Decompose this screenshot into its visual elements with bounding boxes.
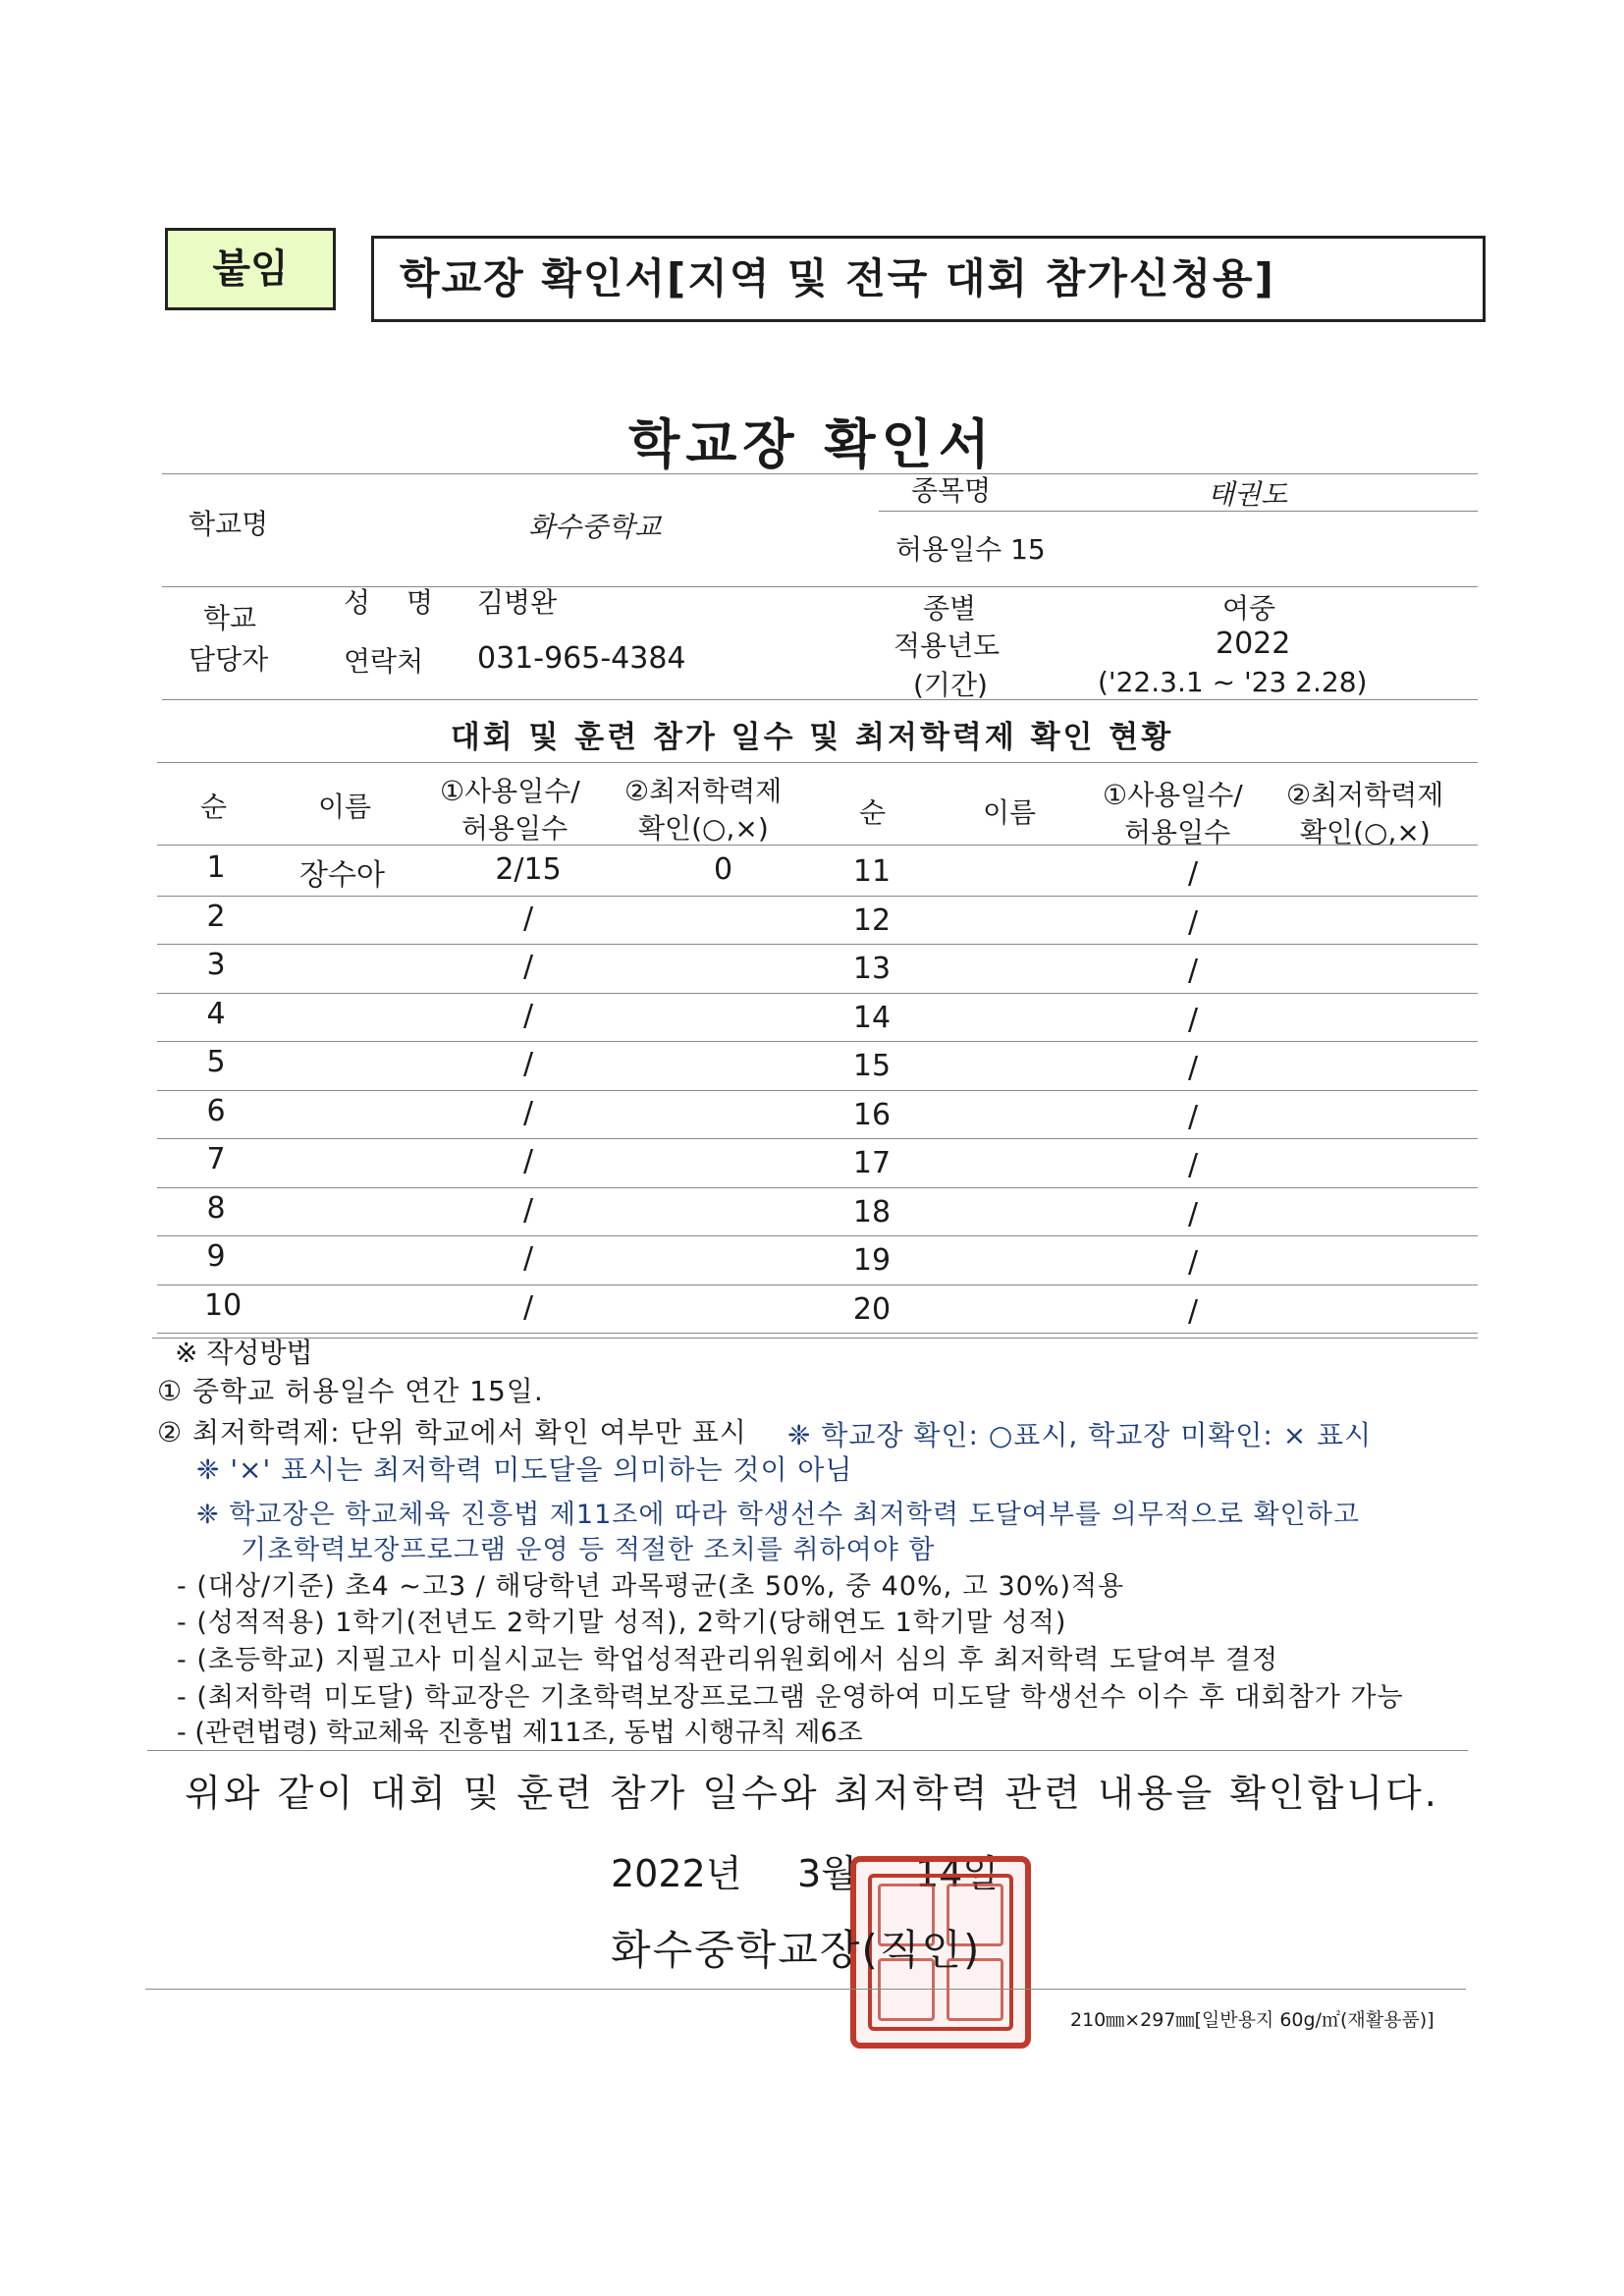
table-row-line bbox=[157, 1235, 1478, 1236]
row-number: 13 bbox=[852, 952, 892, 986]
detail-line: - (최저학력 미도달) 학교장은 기초학력보장프로그램 운영하여 미도달 학생선수 이수 후 대회참가 가능 bbox=[177, 1682, 1404, 1713]
attachment-tag: 붙임 bbox=[165, 228, 336, 310]
sport-value: 태권도 bbox=[1208, 478, 1288, 511]
row-number: 12 bbox=[852, 902, 892, 938]
row-days: / bbox=[522, 950, 534, 984]
row-number: 15 bbox=[852, 1049, 892, 1083]
col-header-used: ①사용일수/ bbox=[1103, 779, 1243, 811]
form-title: 학교장 확인서 bbox=[628, 413, 996, 475]
col-header-min: ②최저학력제 bbox=[624, 775, 783, 807]
row-days: / bbox=[1187, 1099, 1199, 1134]
period-value: ('22.3.1 ~ '23 2.28) bbox=[1098, 666, 1368, 698]
section-title: 대회 및 훈련 참가 일수 및 최저학력제 확인 현황 bbox=[450, 720, 1174, 755]
row-days: / bbox=[522, 901, 534, 936]
row-number: 17 bbox=[852, 1146, 892, 1180]
row-number: 9 bbox=[206, 1239, 226, 1274]
col-header-num: 순 bbox=[200, 791, 228, 823]
document-title-box: 학교장 확인서[지역 및 전국 대회 참가신청용] bbox=[371, 236, 1486, 322]
detail-line: - (관련법령) 학교체육 진흥법 제11조, 동법 시행규칙 제6조 bbox=[177, 1718, 863, 1748]
year-label: 적용년도 bbox=[893, 629, 1001, 662]
col-header-used: ①사용일수/ bbox=[440, 775, 580, 807]
row-name: 장수아 bbox=[299, 858, 385, 893]
period-label: (기간) bbox=[913, 669, 988, 701]
row-number: 16 bbox=[852, 1097, 892, 1132]
row-days: / bbox=[522, 1241, 534, 1276]
row-days: 2/15 bbox=[495, 852, 562, 887]
row-days: / bbox=[1187, 856, 1199, 891]
staff-label: 담당자 bbox=[189, 643, 269, 676]
table-divider bbox=[157, 845, 1478, 846]
row-days: / bbox=[1187, 1245, 1199, 1280]
col-header-num: 순 bbox=[859, 796, 887, 829]
row-days: / bbox=[522, 1047, 534, 1081]
row-number: 3 bbox=[206, 948, 226, 982]
row-days: / bbox=[1187, 1293, 1199, 1329]
col-header-min: ②최저학력제 bbox=[1286, 779, 1444, 811]
detail-line: - (초등학교) 지필고사 미실시교는 학업성적관리위원회에서 심의 후 최저학력 도달여부 결정 bbox=[177, 1645, 1279, 1675]
row-number: 10 bbox=[204, 1287, 243, 1323]
row-days: / bbox=[522, 998, 534, 1033]
closing-statement: 위와 같이 대회 및 훈련 참가 일수와 최저학력 관련 내용을 확인합니다. bbox=[185, 1772, 1439, 1815]
divider bbox=[145, 1989, 1466, 1990]
date-year: 2022년 bbox=[611, 1852, 742, 1895]
divider bbox=[162, 699, 1478, 700]
col-header-name: 이름 bbox=[318, 791, 372, 823]
table-row-line bbox=[157, 1333, 1478, 1334]
row-number: 18 bbox=[852, 1194, 892, 1230]
detail-line: - (성적적용) 1학기(전년도 2학기말 성적), 2학기(당해연도 1학기말 성적) bbox=[177, 1608, 1067, 1638]
row-number: 2 bbox=[206, 899, 226, 934]
notes-heading: ※ 작성방법 bbox=[175, 1337, 313, 1369]
row-days: / bbox=[1187, 1002, 1199, 1037]
col-header-min: 확인(○,×) bbox=[1300, 816, 1431, 848]
school-value: 화수중학교 bbox=[528, 511, 662, 543]
table-row-line bbox=[157, 896, 1478, 897]
row-days: / bbox=[1187, 954, 1199, 988]
signer: 화수중학교장(직인) bbox=[611, 1926, 982, 1974]
table-row-line bbox=[157, 1138, 1478, 1139]
contact-value: 031-965-4384 bbox=[477, 641, 686, 676]
note-line: 기초학력보장프로그램 운영 등 적절한 조치를 취하여야 함 bbox=[241, 1535, 936, 1565]
divider bbox=[157, 762, 1478, 763]
sport-label: 종목명 bbox=[911, 474, 992, 507]
date-day: 14일 bbox=[915, 1852, 1000, 1895]
note-line: ❈ '×' 표시는 최저학력 미도달을 의미하는 것이 아님 bbox=[196, 1453, 853, 1486]
name-label: 성 명 bbox=[344, 586, 447, 619]
row-number: 8 bbox=[206, 1190, 226, 1226]
row-number: 5 bbox=[206, 1045, 226, 1079]
row-days: / bbox=[522, 1144, 534, 1178]
paper-spec: 210㎜×297㎜[일반용지 60g/㎡(재활용품)] bbox=[1070, 2009, 1435, 2031]
table-row-line bbox=[157, 1041, 1478, 1042]
name-value: 김병완 bbox=[477, 586, 558, 619]
contact-label: 연락처 bbox=[344, 645, 424, 678]
date-month: 3월 bbox=[797, 1852, 857, 1895]
category-label: 종별 bbox=[923, 592, 977, 625]
table-row-line bbox=[157, 993, 1478, 994]
row-check: 0 bbox=[714, 852, 733, 887]
table-row-line bbox=[157, 1187, 1478, 1188]
row-number: 6 bbox=[206, 1093, 226, 1128]
row-days: / bbox=[1187, 1051, 1199, 1085]
allowed-days: 허용일수 15 bbox=[895, 533, 1046, 566]
row-number: 19 bbox=[852, 1243, 892, 1278]
note-line: ② 최저학력제: 단위 학교에서 확인 여부만 표시 bbox=[157, 1416, 747, 1449]
row-days: / bbox=[522, 1192, 534, 1228]
note-line: ❈ 학교장은 학교체육 진흥법 제11조에 따라 학생선수 최저학력 도달여부를 의무적으로 확인하고 bbox=[196, 1500, 1360, 1530]
row-number: 20 bbox=[852, 1291, 892, 1327]
row-number: 4 bbox=[206, 996, 226, 1031]
table-row-line bbox=[157, 944, 1478, 945]
col-header-used: 허용일수 bbox=[461, 812, 568, 845]
col-header-name: 이름 bbox=[983, 796, 1037, 829]
table-row-line bbox=[157, 1090, 1478, 1091]
category-value: 여중 bbox=[1222, 592, 1276, 625]
col-header-used: 허용일수 bbox=[1124, 816, 1231, 848]
detail-line: - (대상/기준) 초4 ~고3 / 해당학년 과목평균(초 50%, 중 40%, 고 30%)적용 bbox=[177, 1571, 1125, 1602]
divider bbox=[879, 511, 1478, 512]
row-days: / bbox=[1187, 1148, 1199, 1182]
note-line: ❈ 학교장 확인: ○표시, 학교장 미확인: × 표시 bbox=[787, 1419, 1373, 1451]
year-value: 2022 bbox=[1216, 627, 1291, 661]
school-label: 학교명 bbox=[189, 508, 269, 540]
row-days: / bbox=[522, 1095, 534, 1130]
row-number: 11 bbox=[852, 854, 892, 889]
divider bbox=[147, 1750, 1468, 1751]
row-days: / bbox=[1187, 1196, 1199, 1231]
row-number: 1 bbox=[206, 850, 226, 885]
staff-label: 학교 bbox=[203, 602, 257, 634]
row-days: / bbox=[1187, 904, 1199, 940]
col-header-min: 확인(○,×) bbox=[638, 812, 769, 845]
note-line: ① 중학교 허용일수 연간 15일. bbox=[157, 1375, 544, 1407]
row-number: 7 bbox=[206, 1142, 226, 1176]
row-days: / bbox=[522, 1289, 534, 1325]
row-number: 14 bbox=[852, 1000, 892, 1035]
table-divider bbox=[152, 1338, 1478, 1339]
